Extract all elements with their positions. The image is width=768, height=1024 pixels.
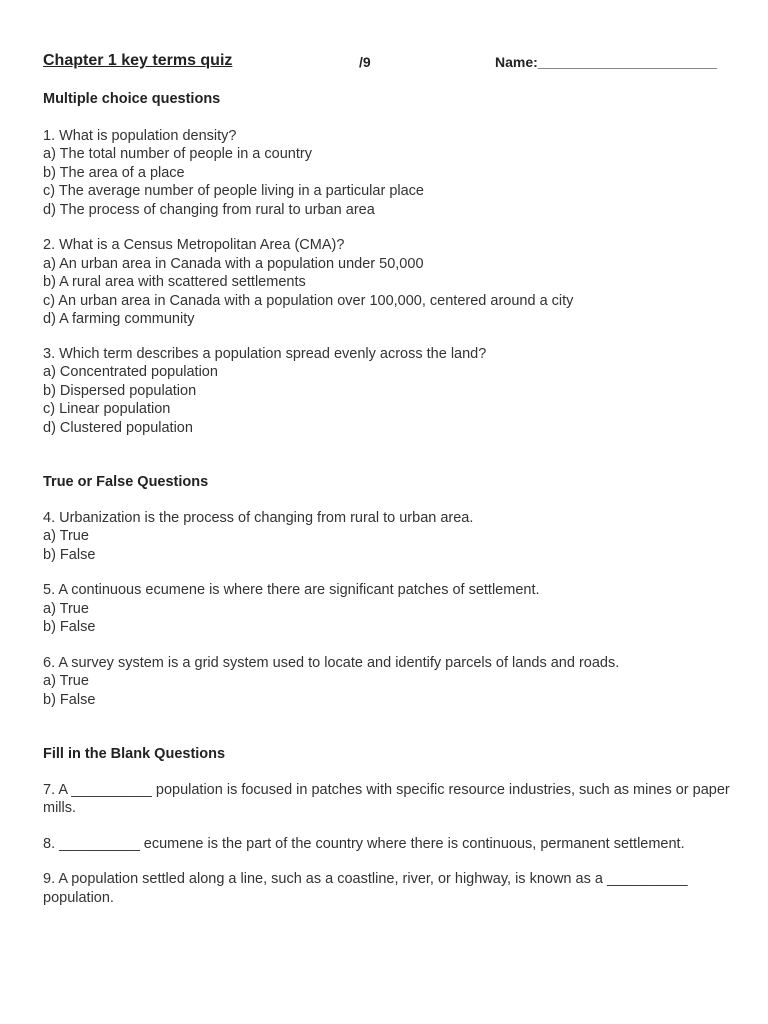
section-heading-fill-in-blank: Fill in the Blank Questions bbox=[43, 746, 226, 762]
question-text: 8. __________ ecumene is the part of the country where there is continuous, permanent settlement. bbox=[43, 835, 685, 852]
answer-option: a) The total number of people in a country bbox=[43, 146, 312, 162]
answer-option: b) Dispersed population bbox=[43, 382, 197, 399]
question-4 bbox=[43, 509, 759, 565]
question-1 bbox=[43, 127, 759, 220]
quiz-header bbox=[43, 52, 743, 74]
answer-option: a) Concentrated population bbox=[43, 364, 218, 380]
question-3 bbox=[43, 345, 759, 438]
question-6 bbox=[43, 654, 759, 710]
score-label: /9 bbox=[359, 54, 371, 70]
question-5 bbox=[43, 581, 759, 637]
answer-option: b) False bbox=[43, 619, 96, 635]
answer-option: a) An urban area in Canada with a population under 50,000 bbox=[43, 255, 424, 272]
answer-option: c) The average number of people living in a particular place bbox=[43, 183, 424, 199]
answer-option: a) True bbox=[43, 600, 89, 617]
answer-option: d) A farming community bbox=[43, 311, 195, 327]
question-text: 9. A population settled along a line, such as a coastline, river, or highway, is known as a __________ population. bbox=[43, 871, 688, 906]
question-text: 7. A __________ population is focused in patches with specific resource industries, such as mines or paper mills. bbox=[43, 781, 730, 816]
name-field: Name:_______________________ bbox=[495, 54, 717, 70]
answer-option: b) False bbox=[43, 691, 96, 708]
answer-option: a) True bbox=[43, 528, 89, 544]
question-8 bbox=[43, 835, 759, 854]
question-text: 3. Which term describes a population spread evenly across the land? bbox=[43, 345, 487, 362]
page-title: Chapter 1 key terms quiz bbox=[43, 52, 233, 69]
answer-option: a) True bbox=[43, 673, 89, 689]
question-text: 6. A survey system is a grid system used to locate and identify parcels of lands and roads. bbox=[43, 654, 620, 671]
question-text: 2. What is a Census Metropolitan Area (CMA)? bbox=[43, 237, 345, 253]
section-heading-true-false: True or False Questions bbox=[43, 474, 209, 490]
question-text: 5. A continuous ecumene is where there are significant patches of settlement. bbox=[43, 582, 540, 598]
answer-option: c) An urban area in Canada with a population over 100,000, centered around a city bbox=[43, 292, 574, 309]
answer-option: d) The process of changing from rural to urban area bbox=[43, 201, 375, 218]
question-7 bbox=[43, 781, 759, 818]
section-heading-multiple-choice: Multiple choice questions bbox=[43, 91, 221, 107]
answer-option: c) Linear population bbox=[43, 401, 171, 417]
question-text: 1. What is population density? bbox=[43, 127, 237, 144]
question-9 bbox=[43, 870, 759, 907]
quiz-content bbox=[43, 90, 759, 907]
question-text: 4. Urbanization is the process of changing from rural to urban area. bbox=[43, 509, 474, 526]
question-2 bbox=[43, 236, 759, 329]
answer-option: b) A rural area with scattered settlements bbox=[43, 274, 306, 290]
answer-option: d) Clustered population bbox=[43, 419, 193, 436]
answer-option: b) False bbox=[43, 546, 96, 563]
answer-option: b) The area of a place bbox=[43, 164, 185, 181]
